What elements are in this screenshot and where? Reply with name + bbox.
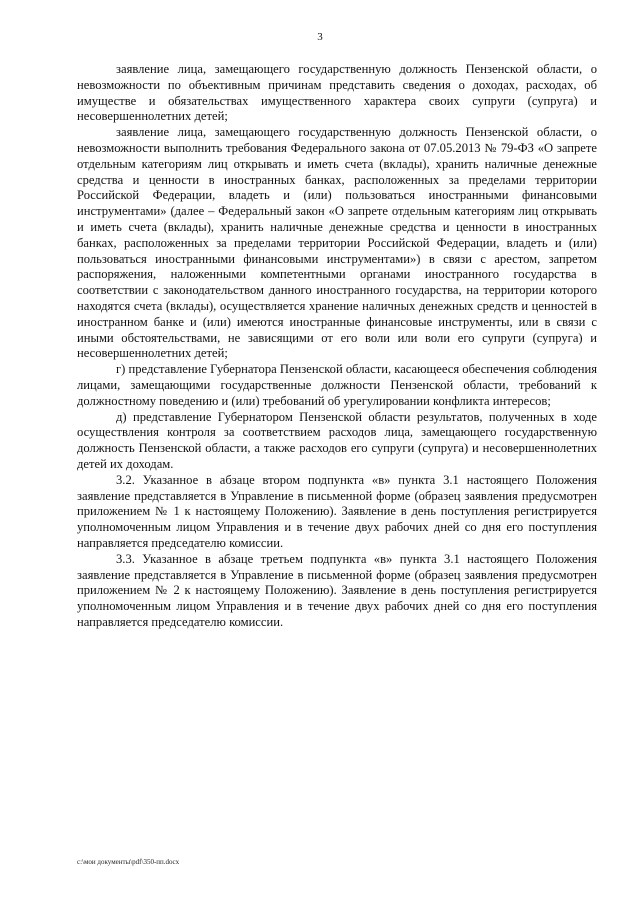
page-number: 3 [317, 31, 323, 43]
paragraph: заявление лица, замещающего государственную должность Пензенской области, о невозможности по объективным причинам представить сведения о доходах, расходах, об имуществе и обязательствах имущественного характера своих супруги (супруга) и несовершеннолетних детей; [77, 62, 597, 124]
paragraph: г) представление Губернатора Пензенской области, касающееся обеспечения соблюдения лицами, замещающими государственные должности Пензенской области, требований к должностному поведению и (или) требований об урегулировании конфликта интересов; [77, 362, 597, 408]
footer-file-path: c:\мои документы\pdf\350-пп.docx [77, 858, 180, 866]
paragraph: д) представление Губернатором Пензенской области результатов, полученных в ходе осуществления контроля за соответствием расходов лица, замещающего государственную должность Пензенской области, а также расходов его супруги (супруга) и несовершеннолетних детей их доходам. [77, 409, 597, 471]
document-body [77, 62, 597, 631]
paragraph: 3.3. Указанное в абзаце третьем подпункта «в» пункта 3.1 настоящего Положения заявление представляется в Управление в письменной форме (образец заявления предусмотрен приложением № 2 к настоящему Положению). Заявление в день поступления регистрируется уполномоченным лицом Управления и в течение двух рабочих дней со дня его поступления направляется председателю комиссии. [77, 551, 597, 629]
paragraph: заявление лица, замещающего государственную должность Пензенской области, о невозможности выполнить требования Федерального закона от 07.05.2013 № 79-ФЗ «О запрете отдельным категориям лиц открывать и иметь счета (вклады), хранить наличные денежные средства и ценности в иностранных банках, расположенных за пределами территории Российской Федерации, владеть и (или) пользоваться иностранными финансовыми инструментами» (далее – Федеральный закон «О запрете отдельным категориям лиц открывать и иметь счета (вклады), хранить наличные денежные средства и ценности в иностранных банках, расположенных за пределами территории Российской Федерации, владеть и (или) пользоваться иностранными финансовыми инструментами») в связи с арестом, запретом распоряжения, наложенными компетентными органами иностранного государства в соответствии с законодательством данного иностранного государства, на территории которого находятся счета (вклады), осуществляется хранение наличных денежных средств и ценностей в иностранном банке и (или) имеются иностранные финансовые инструменты, или в связи с иными обстоятельствами, не зависящими от его воли или воли его супруги (супруга) и несовершеннолетних детей; [77, 125, 597, 361]
paragraph: 3.2. Указанное в абзаце втором подпункта «в» пункта 3.1 настоящего Положения заявление представляется в Управление в письменной форме (образец заявления предусмотрен приложением № 1 к настоящему Положению). Заявление в день поступления регистрируется уполномоченным лицом Управления и в течение двух рабочих дней со дня его поступления направляется председателю комиссии. [77, 472, 597, 550]
